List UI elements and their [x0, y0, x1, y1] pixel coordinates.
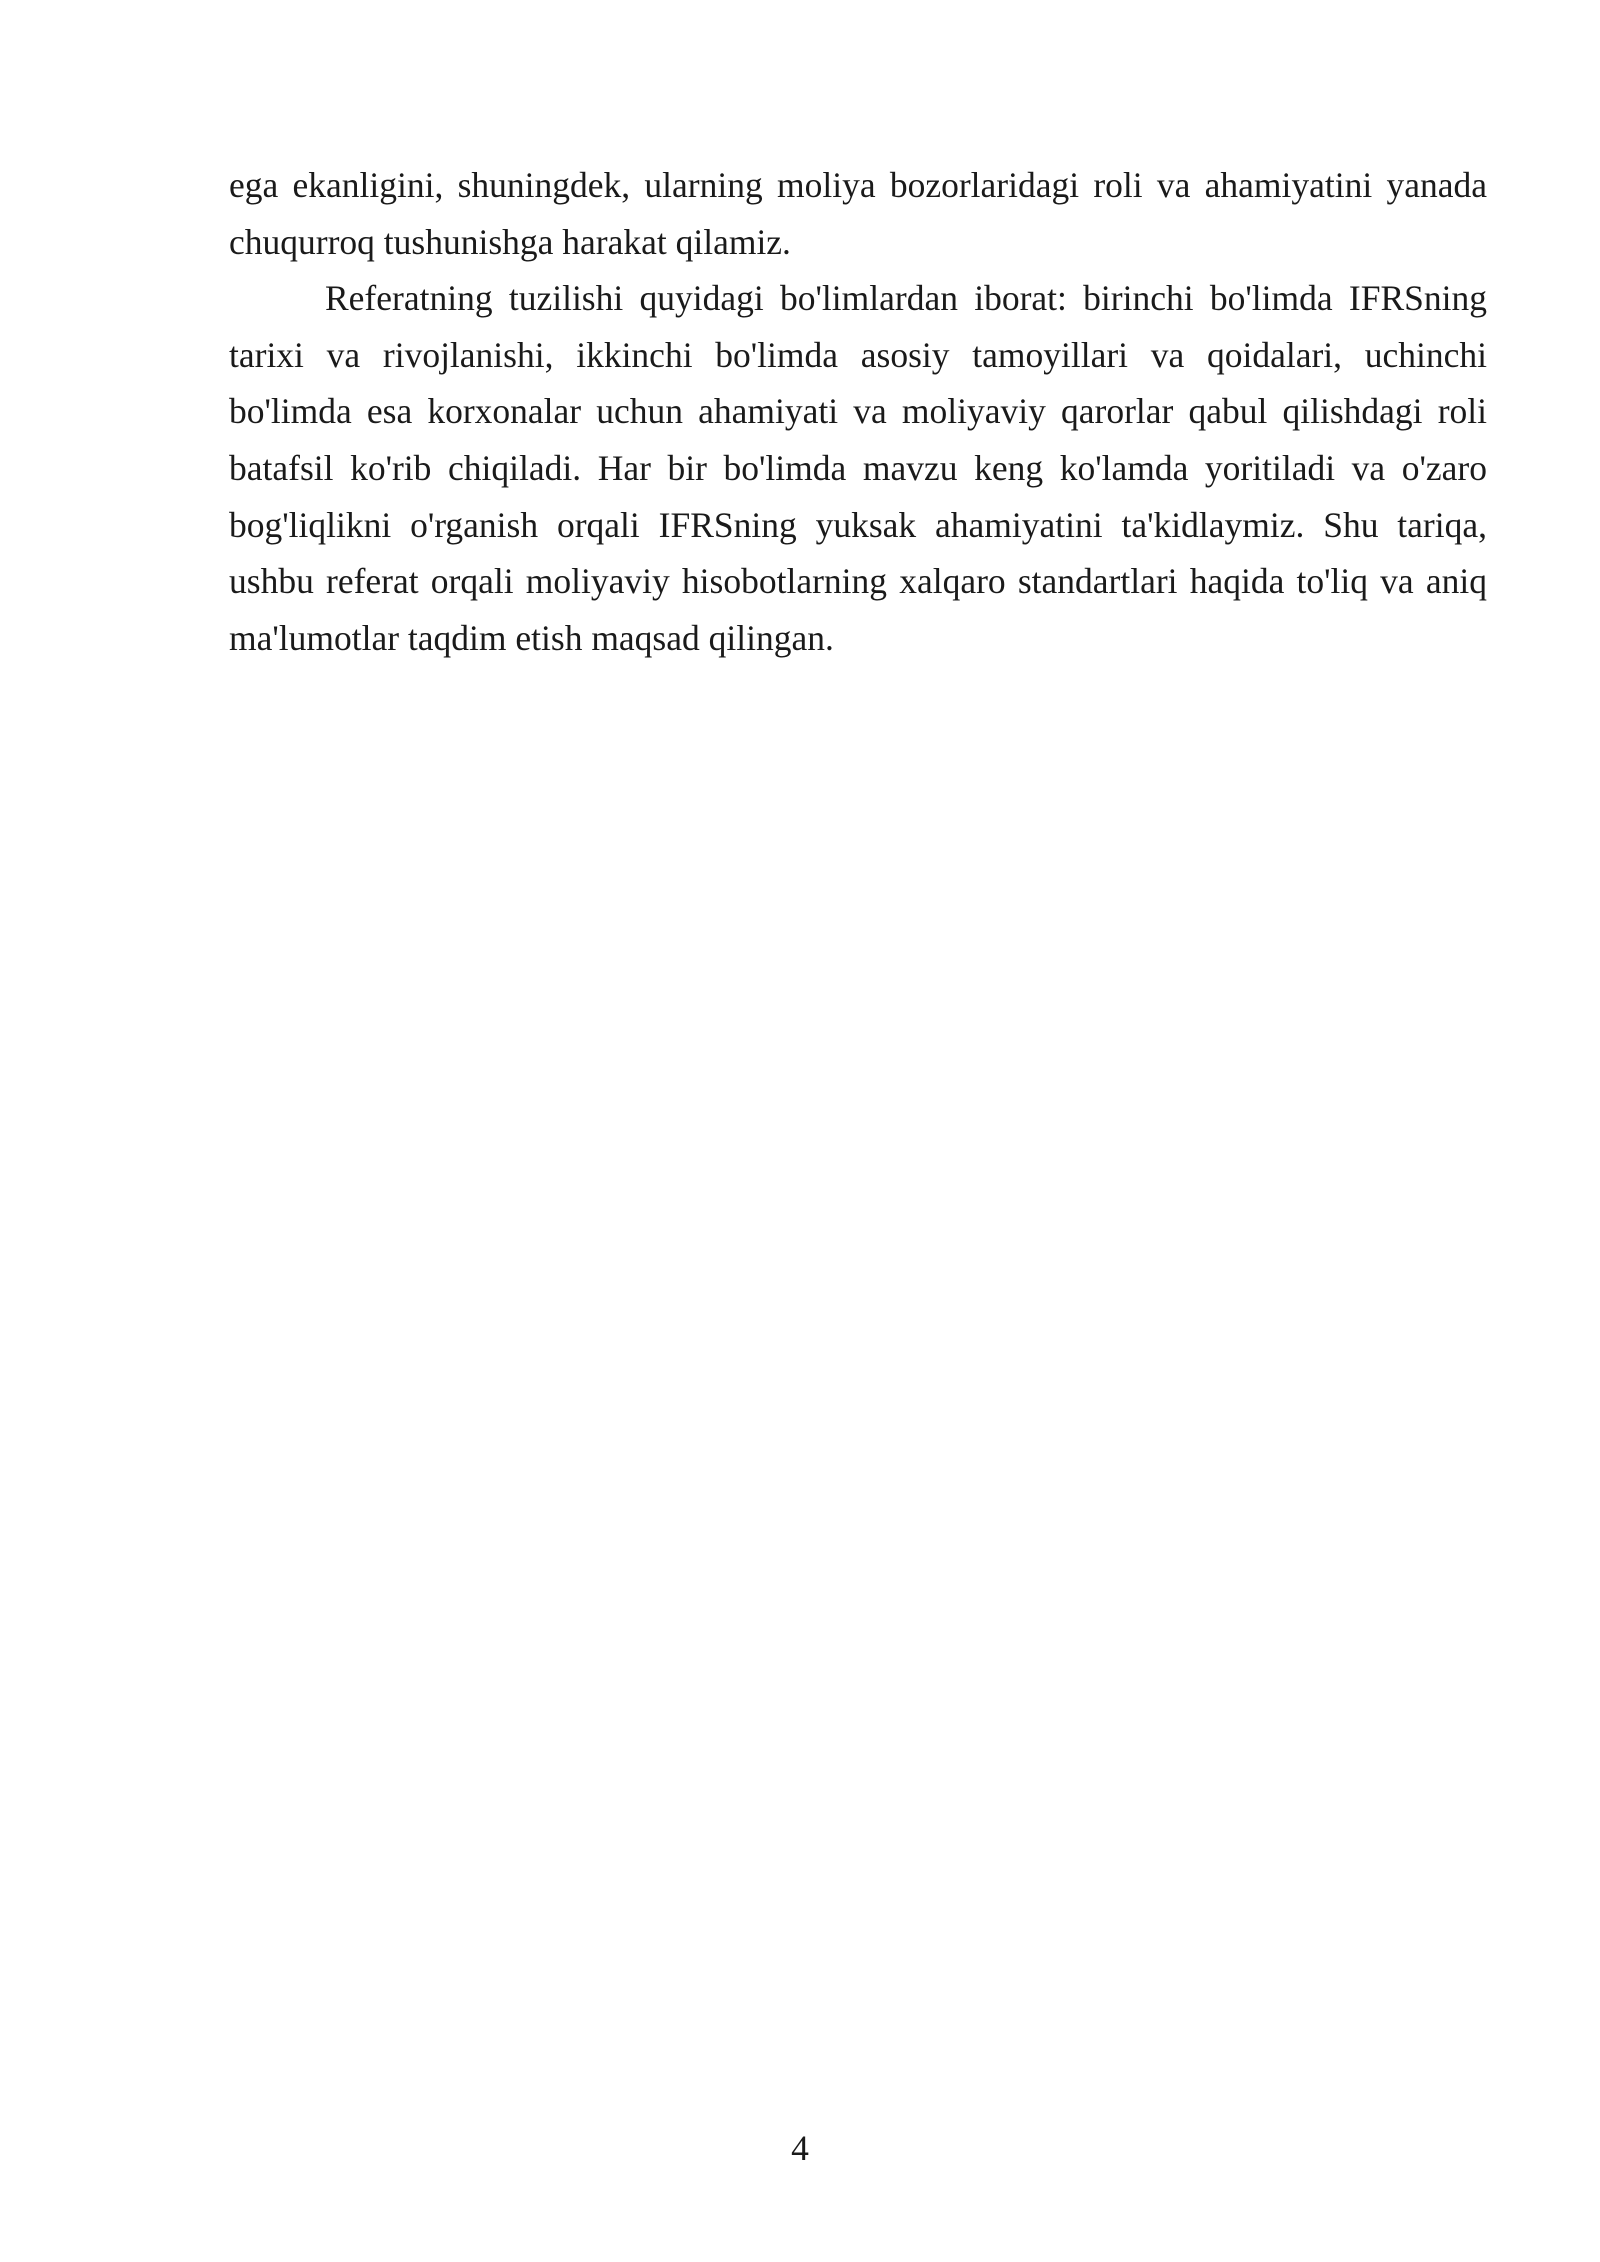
body-text — [229, 157, 1487, 666]
page-number: 4 — [791, 2128, 809, 2168]
paragraph-structure: Referatning tuzilishi quyidagi bo'limlardan iborat: birinchi bo'limda IFRSning tarixi va rivojlanishi, ikkinchi bo'limda asosiy tamoyillari va qoidalari, uchinchi bo'limda esa korxonalar uchun ahamiyati va moliyaviy qarorlar qabul qilishdagi roli batafsil ko'rib chiqiladi. Har bir bo'limda mavzu keng ko'lamda yoritiladi va o'zaro bog'liqlikni o'rganish orqali IFRSning yuksak ahamiyatini ta'kidlaymiz. Shu tariqa, ushbu referat orqali moliyaviy hisobotlarning xalqaro standartlari haqida to'liq va aniq ma'lumotlar taqdim etish maqsad qilingan. — [229, 278, 1487, 658]
paragraph-continuation: ega ekanligini, shuningdek, ularning moliya bozorlaridagi roli va ahamiyatini yanada chuqurroq tushunishga harakat qilamiz. — [229, 165, 1487, 262]
